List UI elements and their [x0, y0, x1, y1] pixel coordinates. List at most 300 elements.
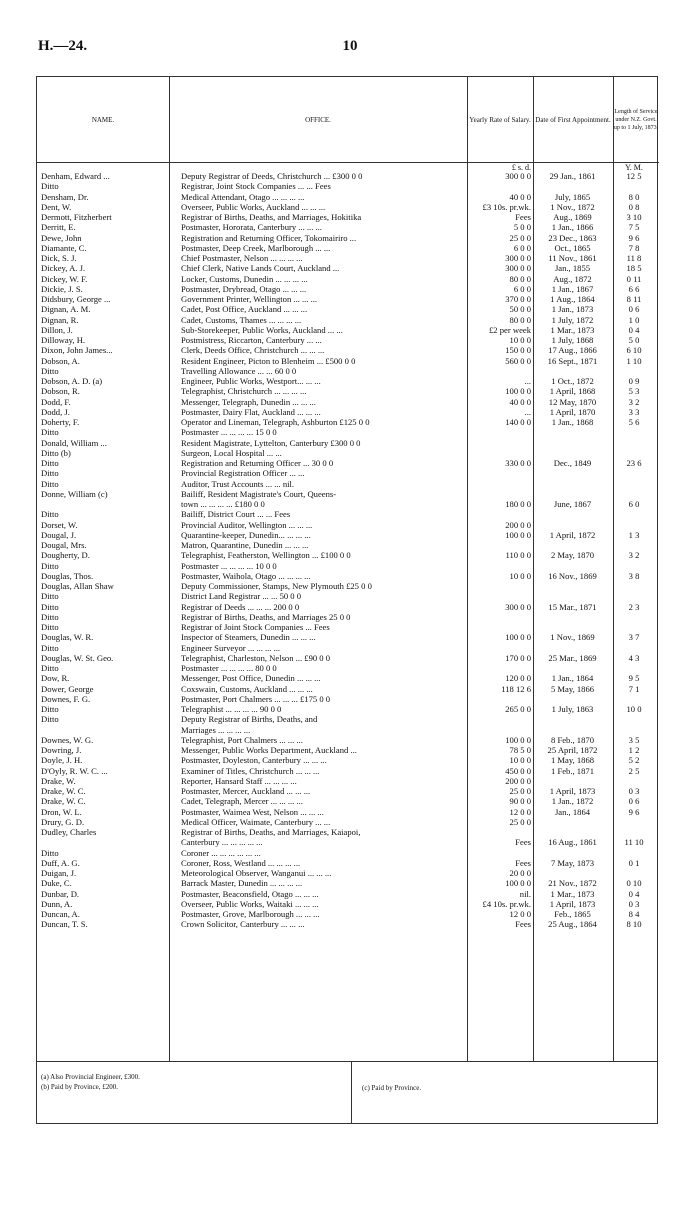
- table-row: [37, 499, 657, 509]
- office-cell: Registrar of Births, Deaths, and Marriages 25 0 0: [181, 611, 351, 622]
- name-cell: Ditto (b): [41, 447, 71, 458]
- salary-cell: 80 0 0: [509, 314, 531, 325]
- office-cell: Cadet, Telegraph, Mercer ... ... ... ...: [181, 796, 303, 807]
- salary-cell: 90 0 0: [509, 796, 531, 807]
- table-row: [37, 550, 657, 560]
- date-cell: 1 Jan., 1872: [551, 796, 594, 807]
- table-row: [37, 386, 657, 396]
- table-row: [37, 889, 657, 899]
- document-reference: H.—24.: [38, 38, 88, 54]
- name-cell: Douglas, Thos.: [41, 570, 94, 581]
- salary-cell: 40 0 0: [509, 396, 531, 407]
- office-cell: Postmaster, Waihola, Otago ... ... ... ...: [181, 570, 311, 581]
- name-cell: Dougal, J.: [41, 529, 77, 540]
- office-cell: Coroner, Ross, Westland ... ... ... ...: [181, 857, 301, 868]
- date-cell: 1 April, 1868: [549, 386, 596, 397]
- length-cell: 5 6: [628, 417, 640, 427]
- table-row: [37, 325, 657, 335]
- salary-cell: Fees: [515, 212, 531, 222]
- date-cell: 11 Nov., 1861: [548, 253, 597, 263]
- date-cell: 1 April, 1873: [549, 898, 596, 909]
- table-row: [37, 735, 657, 745]
- length-cell: 0 6: [628, 304, 640, 315]
- name-cell: Donne, William (c): [41, 488, 108, 499]
- date-cell: 8 Feb., 1870: [551, 734, 594, 745]
- date-cell: 25 Mar., 1869: [548, 652, 597, 663]
- table-row: [37, 530, 657, 540]
- name-cell: Dower, George: [41, 683, 94, 694]
- table-row: [37, 192, 657, 202]
- salary-cell: 100 0 0: [505, 632, 531, 643]
- name-cell: Ditto: [41, 642, 59, 653]
- salary-cell: 450 0 0: [505, 765, 531, 776]
- table-row: [37, 581, 657, 591]
- date-cell: 1 April, 1872: [549, 529, 596, 540]
- length-cell: 2 3: [628, 601, 640, 612]
- office-cell: Deputy Registrar of Births, Deaths, and: [181, 714, 318, 725]
- length-cell: 1 10: [626, 355, 642, 366]
- salary-cell: 100 0 0: [505, 878, 531, 889]
- date-cell: 2 May, 1870: [550, 550, 595, 561]
- name-cell: Ditto: [41, 601, 59, 612]
- salary-cell: 12 0 0: [509, 806, 531, 817]
- table-row: [37, 243, 657, 253]
- salary-cell: 25 0 0: [509, 816, 531, 827]
- name-cell: D'Oyly, R. W. C. ...: [41, 765, 108, 776]
- table-row: [37, 315, 657, 325]
- salary-cell: £3 10s. pr.wk.: [482, 201, 531, 212]
- office-cell: Engineer Surveyor ... ... ... ...: [181, 642, 281, 653]
- table-row: [37, 858, 657, 868]
- length-cell: 8 0: [628, 191, 640, 202]
- date-cell: Jan., 1864: [554, 806, 591, 817]
- office-cell: Telegraphist, Featherston, Wellington ... £100 0 0: [181, 550, 351, 561]
- length-cell: 12 5: [626, 171, 642, 181]
- office-cell: Meteorological Observer, Wanganui ... ... ...: [181, 868, 332, 878]
- office-cell: Telegraphist ... ... ... ... 90 0 0: [181, 704, 282, 714]
- table-row: [37, 602, 657, 612]
- name-cell: Diamante, C.: [41, 242, 87, 253]
- date-cell: 29 Jan., 1861: [549, 171, 596, 181]
- table-row: [37, 233, 657, 243]
- office-cell: Resident Engineer, Picton to Blenheim ... £500 0 0: [181, 355, 356, 366]
- salary-cell: 370 0 0: [505, 294, 531, 304]
- date-cell: 1 Mar., 1873: [550, 888, 595, 899]
- name-cell: Dermott, Fitzherbert: [41, 212, 112, 222]
- date-cell: 1 May, 1868: [550, 755, 595, 766]
- table-row: [37, 714, 657, 724]
- date-cell: 17 Aug., 1866: [548, 345, 597, 356]
- name-cell: Drake, W. C.: [41, 796, 86, 807]
- office-cell: Chief Clerk, Native Lands Court, Auckland ...: [181, 263, 340, 274]
- length-cell: 3 5: [628, 734, 640, 745]
- name-cell: Ditto: [41, 847, 59, 858]
- table-row: [37, 632, 657, 642]
- name-cell: Dignan, R.: [41, 314, 79, 325]
- table-row: [37, 294, 657, 304]
- date-cell: 15 Mar., 1871: [548, 601, 597, 612]
- length-cell: 8 11: [626, 294, 642, 304]
- office-cell: Surgeon, Local Hospital ... ...: [181, 447, 282, 458]
- name-cell: Dilloway, H.: [41, 335, 86, 345]
- salary-cell: Fees: [515, 837, 531, 848]
- office-cell: Resident Magistrate, Lyttelton, Canterbury £300 0 0: [181, 437, 361, 448]
- name-cell: Doherty, F.: [41, 417, 80, 427]
- office-cell: Barrack Master, Dunedin ... ... ... ...: [181, 878, 303, 889]
- salary-cell: 300 0 0: [505, 601, 531, 612]
- name-cell: Douglas, W. R.: [41, 632, 94, 643]
- office-cell: Postmaster, Dairy Flat, Auckland ... ... ...: [181, 406, 321, 417]
- length-cell: 4 3: [628, 652, 640, 663]
- date-cell: 1 Mar., 1873: [550, 324, 595, 335]
- table-row: [37, 274, 657, 284]
- date-cell: 1 Jan., 1864: [551, 673, 594, 684]
- table-row: [37, 653, 657, 663]
- name-cell: Ditto: [41, 560, 59, 571]
- length-cell: 3 7: [628, 632, 640, 643]
- name-cell: Ditto: [41, 611, 59, 622]
- table-row: [37, 356, 657, 366]
- salary-cell: 10 0 0: [509, 755, 531, 766]
- name-cell: Dobson, A. D. (a): [41, 376, 103, 386]
- office-cell: Operator and Lineman, Telegraph, Ashburton £125 0 0: [181, 417, 370, 427]
- name-cell: Duncan, A.: [41, 909, 80, 919]
- table-row: [37, 878, 657, 888]
- salary-cell: nil.: [519, 888, 531, 899]
- office-cell: town ... ... ... ... £180 0 0: [181, 499, 265, 509]
- length-cell: 23 6: [626, 458, 642, 468]
- salary-cell: 20 0 0: [509, 868, 531, 878]
- date-cell: 25 April, 1872: [547, 745, 598, 755]
- date-cell: 1 Aug., 1864: [550, 294, 595, 304]
- table-row: [37, 171, 657, 181]
- length-cell: 8 4: [628, 909, 640, 919]
- office-cell: Messenger, Public Works Department, Auckland ...: [181, 745, 357, 755]
- salary-cell: 100 0 0: [505, 734, 531, 745]
- office-cell: Coxswain, Customs, Auckland ... ... ...: [181, 683, 313, 694]
- table-row: [37, 468, 657, 478]
- column-header-date: Date of First Appointment.: [533, 77, 613, 163]
- office-cell: Coroner ... ... ... ... ... ...: [181, 847, 261, 858]
- table-row: [37, 397, 657, 407]
- salary-cell: 330 0 0: [505, 458, 531, 468]
- table-row: [37, 704, 657, 714]
- length-cell: 6 6: [628, 283, 640, 294]
- date-cell: July, 1865: [554, 191, 591, 202]
- name-cell: Dent, W.: [41, 201, 72, 212]
- salary-cell: 300 0 0: [505, 253, 531, 263]
- salary-cell: 50 0 0: [509, 304, 531, 315]
- name-cell: Drake, W. C.: [41, 786, 86, 796]
- salary-cell: 200 0 0: [505, 519, 531, 530]
- name-cell: Dron, W. L.: [41, 806, 82, 817]
- office-cell: Postmaster ... ... ... ... 10 0 0: [181, 560, 277, 571]
- table-row: [37, 899, 657, 909]
- office-cell: Deputy Registrar of Deeds, Christchurch ... £300 0 0: [181, 171, 363, 181]
- date-cell: Dec., 1849: [553, 458, 592, 468]
- table-row: [37, 848, 657, 858]
- office-cell: Deputy Commissioner, Stamps, New Plymouth £25 0 0: [181, 581, 372, 591]
- date-cell: 7 May, 1873: [550, 857, 595, 868]
- footnotes: [37, 1061, 657, 1123]
- office-cell: Auditor, Trust Accounts ... ... nil.: [181, 478, 295, 489]
- length-cell: 11 8: [626, 253, 642, 263]
- salary-cell: 150 0 0: [505, 345, 531, 356]
- name-cell: Donald, William ...: [41, 437, 107, 448]
- office-cell: Postmaster, Beaconsfield, Otago ... ... ...: [181, 888, 319, 899]
- table-row: [37, 489, 657, 499]
- length-cell: 3 2: [628, 550, 640, 561]
- table-row: [37, 807, 657, 817]
- salary-cell: 140 0 0: [505, 417, 531, 427]
- name-cell: Ditto: [41, 622, 59, 632]
- table-row: [37, 520, 657, 530]
- table-row: [37, 345, 657, 355]
- column-header-name: NAME.: [37, 77, 169, 163]
- salary-cell: 80 0 0: [509, 273, 531, 284]
- office-cell: Postmaster, Hororata, Canterbury ... ... ...: [181, 222, 322, 233]
- name-cell: Doyle, J. H.: [41, 755, 83, 766]
- office-cell: Registrar, Joint Stock Companies ... ... Fees: [181, 181, 331, 192]
- salary-cell: 100 0 0: [505, 386, 531, 397]
- salary-cell: 25 0 0: [509, 786, 531, 796]
- table-row: [37, 540, 657, 550]
- salary-units: £ s. d.: [511, 163, 531, 172]
- office-cell: Messenger, Post Office, Dunedin ... ... ...: [181, 673, 321, 684]
- salary-cell: 10 0 0: [509, 335, 531, 345]
- name-cell: Ditto: [41, 181, 59, 192]
- length-cell: 3 10: [626, 212, 642, 222]
- salary-cell: Fees: [515, 857, 531, 868]
- salary-cell: £2 per week: [489, 324, 531, 335]
- office-cell: Cadet, Customs, Thames ... ... ... ...: [181, 314, 302, 325]
- name-cell: Ditto: [41, 714, 59, 725]
- length-cell: 9 6: [628, 806, 640, 817]
- salary-cell: 180 0 0: [505, 499, 531, 509]
- name-cell: Didsbury, George ...: [41, 294, 111, 304]
- office-cell: Engineer, Public Works, Westport... ... ...: [181, 376, 321, 386]
- table-row: [37, 509, 657, 519]
- length-cell: 10 0: [626, 704, 642, 714]
- office-cell: Quarantine-keeper, Dunedin... ... ... ...: [181, 529, 311, 540]
- office-cell: Postmaster, Mercer, Auckland ... ... ...: [181, 786, 311, 796]
- table-row: [37, 376, 657, 386]
- name-cell: Ditto: [41, 427, 59, 438]
- date-cell: 1 July, 1872: [551, 314, 594, 325]
- table-row: [37, 304, 657, 314]
- name-cell: Ditto: [41, 663, 59, 673]
- salary-cell: 300 0 0: [505, 263, 531, 274]
- length-cell: 6 10: [626, 345, 642, 356]
- office-cell: Cadet, Post Office, Auckland ... ... ...: [181, 304, 308, 315]
- name-cell: Ditto: [41, 704, 59, 714]
- name-cell: Duncan, T. S.: [41, 919, 88, 930]
- table-row: [37, 427, 657, 437]
- office-cell: Crown Solicitor, Canterbury ... ... ...: [181, 919, 305, 930]
- name-cell: Ditto: [41, 591, 59, 602]
- office-cell: Provincial Auditor, Wellington ... ... ...: [181, 519, 313, 530]
- name-cell: Dickey, A. J.: [41, 263, 86, 274]
- office-cell: Messenger, Telegraph, Dunedin ... ... ...: [181, 396, 316, 407]
- table-row: [37, 622, 657, 632]
- date-cell: 1 Jan., 1868: [551, 417, 594, 427]
- table-row: [37, 253, 657, 263]
- length-cell: 1 2: [628, 745, 640, 755]
- salary-cell: 6 0 0: [513, 242, 531, 253]
- table-row: [37, 827, 657, 837]
- length-cell: 3 3: [628, 406, 640, 417]
- table-row: [37, 673, 657, 683]
- name-cell: Dodd, F.: [41, 396, 71, 407]
- table-row: [37, 868, 657, 878]
- salary-cell: 100 0 0: [505, 529, 531, 540]
- table-row: [37, 796, 657, 806]
- salary-cell: £4 10s. pr.wk.: [482, 898, 531, 909]
- salary-cell: 170 0 0: [505, 652, 531, 663]
- length-cell: 5 2: [628, 755, 640, 766]
- table-row: [37, 263, 657, 273]
- date-cell: Aug., 1869: [553, 212, 592, 222]
- office-cell: Postmaster, Grove, Marlborough ... ... ...: [181, 909, 320, 919]
- table-row: [37, 561, 657, 571]
- salary-cell: 120 0 0: [505, 673, 531, 684]
- table-row: [37, 766, 657, 776]
- office-cell: Bailiff, Resident Magistrate's Court, Queens-: [181, 488, 337, 499]
- salary-cell: ...: [524, 376, 531, 386]
- name-cell: Dowring, J.: [41, 745, 82, 755]
- name-cell: Drury, G. D.: [41, 816, 85, 827]
- column-header-office: OFFICE.: [169, 77, 467, 163]
- name-cell: Dewe, John: [41, 232, 82, 243]
- name-cell: Ditto: [41, 509, 59, 520]
- date-cell: Feb., 1865: [554, 909, 591, 919]
- date-cell: Jan., 1855: [554, 263, 591, 274]
- table-row: [37, 222, 657, 232]
- date-cell: Oct., 1865: [554, 242, 591, 253]
- name-cell: Dillon, J.: [41, 324, 73, 335]
- page-number: 10: [342, 38, 358, 54]
- date-cell: 5 May, 1866: [550, 683, 595, 694]
- table-row: [37, 684, 657, 694]
- name-cell: Ditto: [41, 365, 59, 376]
- name-cell: Ditto: [41, 458, 59, 468]
- date-cell: 1 Feb., 1871: [551, 765, 594, 776]
- table-row: [37, 202, 657, 212]
- salary-cell: 10 0 0: [509, 570, 531, 581]
- length-cell: 2 5: [628, 765, 640, 776]
- office-cell: Registration and Returning Officer ... 30 0 0: [181, 458, 334, 468]
- date-cell: 1 April, 1873: [549, 786, 596, 796]
- name-cell: Ditto: [41, 468, 59, 479]
- office-cell: Provincial Registration Officer ... ...: [181, 468, 305, 479]
- table-row: [37, 458, 657, 468]
- table-row: [37, 694, 657, 704]
- office-cell: Matron, Quarantine, Dunedin ... ... ...: [181, 540, 309, 550]
- office-cell: Medical Officer, Waimate, Canterbury ... ...: [181, 816, 331, 827]
- office-cell: Postmaster, Waimea West, Nelson ... ... ...: [181, 806, 324, 817]
- length-cell: 5 0: [628, 335, 640, 345]
- table-row: [37, 643, 657, 653]
- length-cell: 0 3: [628, 786, 640, 796]
- name-cell: Douglas, Allan Shaw: [41, 581, 114, 591]
- length-cell: 7 8: [628, 242, 640, 253]
- table-row: [37, 417, 657, 427]
- office-cell: Bailiff, District Court ... ... Fees: [181, 509, 291, 520]
- length-cell: 11 10: [624, 837, 644, 848]
- length-cell: 0 3: [628, 898, 640, 909]
- table-row: [37, 284, 657, 294]
- date-cell: 1 Nov., 1872: [550, 201, 595, 212]
- name-cell: Dudley, Charles: [41, 827, 97, 837]
- table-row: [37, 663, 657, 673]
- office-cell: Telegraphist, Port Chalmers ... ... ...: [181, 734, 303, 745]
- name-cell: Dixon, John James...: [41, 345, 113, 356]
- salary-cell: Fees: [515, 919, 531, 930]
- date-cell: 12 May, 1870: [548, 396, 597, 407]
- salary-cell: 5 0 0: [513, 222, 531, 233]
- name-cell: Dignan, A. M.: [41, 304, 91, 315]
- office-cell: Examiner of Titles, Christchurch ... ... ...: [181, 765, 320, 776]
- date-cell: 1 Jan., 1873: [551, 304, 594, 315]
- table-row: [37, 786, 657, 796]
- office-cell: District Land Registrar ... ... 50 0 0: [181, 591, 302, 602]
- name-cell: Dick, S. J.: [41, 253, 77, 263]
- salary-cell: 110 0 0: [505, 550, 531, 561]
- table-row: [37, 837, 657, 847]
- length-cell: 0 9: [628, 376, 640, 386]
- office-cell: Sub-Storekeeper, Public Works, Auckland ... ...: [181, 324, 343, 335]
- table-row: [37, 571, 657, 581]
- name-cell: Derritt, E.: [41, 222, 76, 233]
- office-cell: Postmaster, Doyleston, Canterbury ... ... ...: [181, 755, 327, 766]
- name-cell: Dunbar, D.: [41, 888, 80, 899]
- office-cell: Postmaster, Drybread, Otago ... ... ...: [181, 283, 307, 294]
- date-cell: 21 Nov., 1872: [548, 878, 597, 889]
- length-cell: 3 2: [628, 396, 640, 407]
- table-row: [37, 448, 657, 458]
- office-cell: Postmaster, Deep Creek, Marlborough ... ...: [181, 242, 331, 253]
- office-cell: Chief Postmaster, Nelson ... ... ... ...: [181, 253, 303, 263]
- office-cell: Locker, Customs, Dunedin ... ... ... ...: [181, 273, 308, 284]
- office-cell: Inspector of Steamers, Dunedin ... ... ...: [181, 632, 316, 643]
- name-cell: Dobson, R.: [41, 386, 80, 397]
- length-cell: 9 6: [628, 232, 640, 243]
- office-cell: Registration and Returning Officer, Tokomairiro ...: [181, 232, 357, 243]
- office-cell: Registrar of Births, Deaths, and Marriages, Kaiapoi,: [181, 827, 361, 837]
- office-cell: Marriages ... ... ... ...: [181, 724, 251, 735]
- office-cell: Clerk, Deeds Office, Christchurch ... ... ...: [181, 345, 325, 356]
- table-row: [37, 438, 657, 448]
- office-cell: Postmaster ... ... ... ... 80 0 0: [181, 663, 277, 673]
- table-row: [37, 725, 657, 735]
- salary-cell: 6 0 0: [513, 283, 531, 294]
- date-cell: Aug., 1872: [553, 273, 592, 284]
- name-cell: Dorset, W.: [41, 519, 78, 530]
- office-cell: Travelling Allowance ... ... 60 0 0: [181, 365, 297, 376]
- length-cell: 6 0: [628, 499, 640, 509]
- length-cell: 9 5: [628, 673, 640, 684]
- name-cell: Dougal, Mrs.: [41, 540, 87, 550]
- name-cell: Downes, W. G.: [41, 734, 94, 745]
- table-row: [37, 919, 657, 929]
- office-cell: Telegraphist, Charleston, Nelson ... £90 0 0: [181, 652, 331, 663]
- column-header-length: Length of Service under N.Z. Govt. up to 1 July, 1873.: [613, 77, 659, 163]
- table-row: [37, 366, 657, 376]
- name-cell: Dougherty, D.: [41, 550, 90, 561]
- office-cell: Overseer, Public Works, Auckland ... ... ...: [181, 201, 326, 212]
- length-cell: 7 5: [628, 222, 640, 233]
- name-cell: Duff, A. G.: [41, 857, 80, 868]
